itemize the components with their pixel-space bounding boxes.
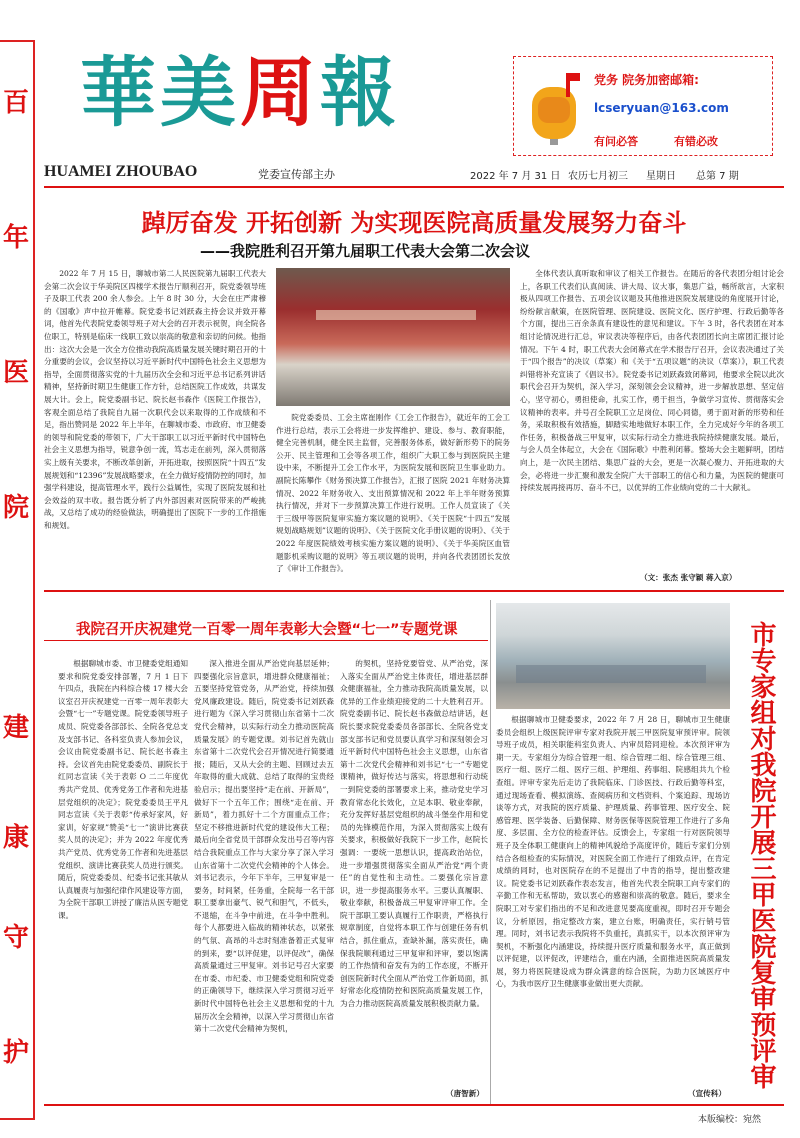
- third-photo: [496, 603, 730, 709]
- left-sidebar-banner: [0, 40, 35, 1120]
- third-vertical-headline: [738, 620, 784, 1090]
- sidebar-char: 院: [2, 493, 29, 523]
- logo-char: 美: [160, 48, 240, 137]
- sidebar-char: 医: [2, 358, 29, 388]
- lead-col2: 院党委委员、工会主席崔刚作《工会工作报告》，就近年的工会工作进行总结，表示工会将进一步发挥维护、建设、参与、教育职能，健全完善机制，健全民主监督，完善服务体系，做好新形势下的院务公开、民主管理和工会等各项工作，组织广大职工参与到医院民主建设中来，不断提升工会工作水平，为医院发展和医院卫生事业助力。副院长陈攀作《财务预决算工作报告》，汇报了医院 2021 年财务决算情况、2022 年财务收入、支出预算情况和 2022 年上半年财务预算执行情况，并对下一步预算决算工作进行说明。工作人员宣读了《关于三级甲等医院复审实施方案议题的说明》、《关于医院“十四五”发展规划战略规划”议题的说明》、《关于医院文化手册议题的说明》、《关于 2022 年度医院绩效考核实施方案议题的说明》、《关于华美院区血管题影机采购议题的说明》等五项议题的说明，并向各代表团团长发放了《审计工作报告》。: [276, 413, 510, 574]
- mailbox-icon: [522, 67, 588, 147]
- issue-weekday: 星期日: [646, 171, 676, 182]
- masthead-logo: [80, 32, 400, 141]
- lead-credit: （文：张杰 张守颖 蒋入京）: [640, 573, 737, 582]
- logo-char: 周: [240, 48, 320, 137]
- section-divider: [44, 590, 784, 592]
- issue-date: 2022 年 7 月 31 日: [470, 171, 561, 182]
- third-credit: （宣传科）: [688, 1089, 726, 1098]
- mailbox-email[interactable]: lcseryuan@163.com: [594, 101, 729, 115]
- footer-rule: [44, 1104, 784, 1106]
- logo-char: 報: [320, 48, 400, 137]
- sidebar-char: 护: [2, 1038, 29, 1068]
- third-vertical-headline-text: 市专家组对我院开展三甲医院复审预评审: [746, 621, 776, 1089]
- mailbox-slogan-1: 有问必答: [594, 135, 638, 148]
- sidebar-char: 康: [2, 823, 29, 853]
- second-headline: 我院召开庆祝建党一百零一周年表彰大会暨“七一”专题党课: [76, 622, 458, 638]
- issue-number: 总第 7 期: [696, 171, 739, 182]
- second-col1: 根据聊城市委、市卫健委党组通知要求和院党委安排部署，7 月 1 日下午四点，我院在内科综合楼 17 楼大会议室召开庆祝建党一百零一周年表彰大会暨“七一”专题党课。院党委领导班子成员、院党委各部部长、全院各党总支及支部书记、各科室负责人参加会议，会议由院党委副书记、院长赵书森主持。会议首先由院党委委员、副院长于红同志宣读《关于表彰 O 二二年度优秀共产党员、优秀党务工作者和先进基层党组织的决定》；院党委委员王平凡同志宣读《关于表彰“传承好家风，好家训，好家规”赞美“七一”演讲比赛获奖人员的决定》；并为 2022 年度优秀共产党员、优秀党务工作者和先进基层党组织、演讲比赛获奖人员进行颁奖。随后，院党委委员、纪委书记张其敏从认真履责与加强纪律作风建设等方面，为全院干部职工讲授了廉洁从医专题党课。: [58, 659, 188, 920]
- sidebar-char: 年: [2, 223, 29, 253]
- third-col: 根据聊城市卫健委要求，2022 年 7 月 28 日，聊城市卫生健康委员会组织上级医院评审专家对我院开展三甲医院复审预评审。院领导班子成员，相关职能科室负责人、内审员陪同迎检。本次预评审为期一天。专家组分为综合管理一组、综合管理二组、综合管理三组、医疗一组、医疗二组、医疗三组、护理组、药事组、院感组共九个检查组。评审专家先后走访了我院临床、门诊医技、行政后勤等科室，通过现场查看、模拟演练、查阅病历和文档资料、个案追踪、现场访谈等方式，对我院的医疗质量、护理质量、药事管理、医疗安全、院感管理、医学装备、后勤保障、财务医保等医院管理工作进行了多角度、多层面、全方位的检查评估。反馈会上，专家组一行对医院领导班子及全体职工健康向上的精神风貌给予高度评价，随后专家们分别结合各组检查的实际情况，对医院全面工作进行了细致点评，在肯定成绩的同时，也对医院存在的不足提出了中肯的指导，提出整改建议。院党委书记刘跃森作表态发言，他首先代表全院职工向专家们的辛勤工作和无私帮助，致以衷心的感谢和崇高的敬意。随后，要求全院职工对专家们指出的不足和改进意见要高度重视，即时召开专题会议，分析原因，指定整改方案，建立台账，明确责任，实行销号管理。同时，刘书记表示我院将不负重托，真抓实干，以本次预评审为契机，不断强化内涵建设，持续提升医疗质量和服务水平，真正做到以评促建，以评促改，评建结合，重在内涵，全面推进医院高质量发展，努力将医院建设成为群众满意的综合医院，为助力区域医疗中心，为我市医疗卫生健康事业做出更大贡献。: [496, 715, 730, 989]
- lead-col1: 2022 年 7 月 15 日，聊城市第二人民医院第九届职工代表大会第二次会议于华美院区四楼学术报告厅顺利召开，院党委领导班子及职工代表 200 余人参会。上午 8 时 30 分，大会在庄严肃穆的《国歌》声中拉开帷幕。院党委书记刘跃森主持会议并致开幕词，他首先代表院党委领导班子对大会的召开表示祝贺，向全院各位职工，特别是临床一线职工致以崇高的敬意和亲切的问候。他指出：这次大会是一次全方位推动我院高质量发展关键时期召开的十分重要的会议，会议坚持以习近平新时代中国特色社会主义思想为指导，全面贯彻落实党的十九届历次全会和习近平总书记系列讲话精神，坚持新时期卫生健康工作方针，总结医院工作成效，共谋发展大计。会上，院党委副书记、院长赵书森作《医院工作报告》，客观全面总结了我院自九届一次职代会以来取得的工作成绩和不足，指出赞同是 2022 年上半年，在聊城市委、市政府、市卫健委的领导和院党委的带领下，广大干部职工以习近平新时代中国特色社会主义思想为指导，锐意争创一流，笃志走在前列，深入贯彻落实上级有关要求，不断改革创新，开拓进取，按照医院“十四五”发展规划和“12396”发展战略要求，在全力做好疫情防控的同时，加强学科建设，提高管理水平，践行公益属性，实现了医院发展和社会效益的双丰收。报告既分析了内外部因素对医院带来的严峻挑战，又总结了成功的经验做法，明确提出了医院下一步的工作措施和规划。: [44, 269, 266, 530]
- mailbox-slogan-2: 有错必改: [674, 135, 718, 148]
- sidebar-char: 百: [2, 88, 29, 118]
- masthead-sponsor: 党委宣传部主办: [258, 168, 335, 181]
- lead-subheadline: ——我院胜利召开第九届职工代表大会第二次会议: [200, 242, 531, 260]
- masthead-pinyin: HUAMEI ZHOUBAO: [44, 163, 198, 180]
- mailbox-title: 党务 院务加密邮箱:: [594, 73, 699, 87]
- logo-char: 華: [80, 48, 160, 137]
- sidebar-char: 守: [2, 923, 29, 953]
- issue-lunar: 农历七月初三: [568, 171, 628, 182]
- footer-editor: 本版编校：宛然: [698, 1115, 762, 1125]
- lead-headline: 踔厉奋发 开拓创新 为实现医院高质量发展努力奋斗: [141, 209, 687, 237]
- second-col2: 深入推进全面从严治党向基层延伸；四要强化宗旨意识，增进群众健康福祉；五要坚持党管党务，从严治党，持续加强党风廉政建设。随后，院党委书记刘跃森进行题为《深入学习贯彻山东省第十二次党代会精神，以实际行动全力推动医院高质量发展》的专题党课。刘书记首先就山东省第十二次党代会召开情况进行简要通报；随后，又从大会的主题、回顾过去五年取得的重大成就、总结了取得的宝贵经验启示；提出要坚持“走在前、开新局”，做好下一个五年工作；围绕“走在前、开新局”，着力抓好十二个方面重点工作；坚定不移推进新时代党的建设伟大工程；最后向全省党员干部群众发出号召等内容结合我院重点工作与大家分享了深入学习山东省第十二次党代会精神的个人体会。刘书记表示，今年下半年，三甲复审是一要务，时间紧，任务重，全院每一名干部职工要拿出豪气、锐气和胆气，不低头，不退缩，在斗争中前进，在斗争中胜利。每个人都要进入临战的精神状态，以紧张的气氛、高昂的斗志时刻准备着正式复审的到来，要“以评促建，以评促改”，确保高质量通过三甲复审。刘书记号召大家要在市委、市纪委、市卫健委党组和院党委的正确领导下，继续深入学习贯彻习近平新时代中国特色社会主义思想和党的十九届历次全会精神，以深入学习贯彻山东省第十二次党代会精神为契机，: [194, 659, 334, 1034]
- column-divider: [490, 600, 491, 1105]
- lead-photo: [276, 268, 510, 406]
- mailbox-box: [513, 56, 773, 156]
- second-col3: 的契机，坚持党要管党、从严治党，深入落实全面从严治党主体责任，增进基层群众健康福祉，全力推动我院高质量发展，以优异的工作业绩迎接党的二十大胜利召开。院党委副书记、院长赵书森做总结讲话，赵院长要求院党委委员各部部长、全院各党支部支部书记和党员要认真学习和深刻领会习近平新时代中国特色社会主义思想，山东省第十二次党代会精神和刘书记“七一”专题党课精神，做好传达与落实，将思想和行动统一到院党委的部署要求上来，推动党史学习教育常态化长效化，立足本职、敬业奉献，充分发挥好基层党组织的战斗堡垒作用和党员的先锋模范作用，为深入贯彻落实上级有关要求，积极做好我院下一步工作，赵院长强调：一要统一思想认识，提高政治站位，进一步增强贯彻落实全面从严治党“两个责任”的自觉性和主动性。二要强化宗旨意识，进一步提高服务水平。三要认真履职、敬业奉献，积极备战三甲复审评审工作。全院干部职工要认真履行工作职责，严格执行规章制度，自觉将本职工作与创建任务有机结合，抓住重点，查缺补漏，落实责任，确保我院顺利通过三甲复审和评审，要以饱满的工作热情和奋发有为的工作态度，不断开创医院新时代全面从严治党工作新局面，抓好常态化疫情防控和医院高质量发展工作，为合力推动医院高质量发展积极贡献力量。: [340, 659, 488, 1009]
- second-rule: [44, 640, 488, 641]
- second-credit: （唐智新）: [446, 1089, 484, 1098]
- lead-col3: 全体代表认真听取和审议了相关工作报告。在随后的各代表团分组讨论会上，各职工代表们认真阅读、讲大局、议大事，集思广益，畅所欲言，大家积极从四项工作报告、五项会议议题及其他推进医院发展建设的角度展开讨论，纷纷献言献策，在医院管理、医院建设、医院文化、医疗护理、行政后勤等各个方面，提出三百余条真有建设性的意见和建议。下午 3 时，各代表团在对本组讨论情况进行汇总，审议表决等程序后，由各代表团团长向主席团汇报讨论情况。下午 4 时，职工代表大会闭幕式在学术报告厅召开，会议表决通过了关于“四个报告”的决议（草案）和《关于“五项议题”的决议（草案）》，职工代表纠错将补充宣读了《倡议书》。院党委书记刘跃森致闭幕词，他要求全院以此次职代会召开为契机，深入学习，深刻领会会议精神，进一步解放思想、坚定信心，坚守初心，勇担使命，扎实工作，勇于担当，争做学习宣传、贯彻落实会议精神的表率。并号召全院职工立足岗位、同心同德，勇于面对新的形势和任务，采取积极有效措施，脚踏实地地做好本职工作，全力完成好今年的各项工作任务，积极备战三甲复审，以实际行动全力推进我院持续健康发展。最后，与会人员全体起立，大会在《国际歌》中胜利闭幕。整场大会主题鲜明，团结向上，是一次民主团结、集思广益的大会，更是一次凝心聚力、开拓进取的大会，必将进一步汇聚和激发全院广大干部职工的信心和力量，为医院的健康可持续发展再接再厉、奋斗不已，以优异的工作业绩向党的二十大献礼。: [520, 269, 784, 493]
- sidebar-char: 建: [2, 713, 29, 743]
- masthead-rule: [44, 186, 784, 188]
